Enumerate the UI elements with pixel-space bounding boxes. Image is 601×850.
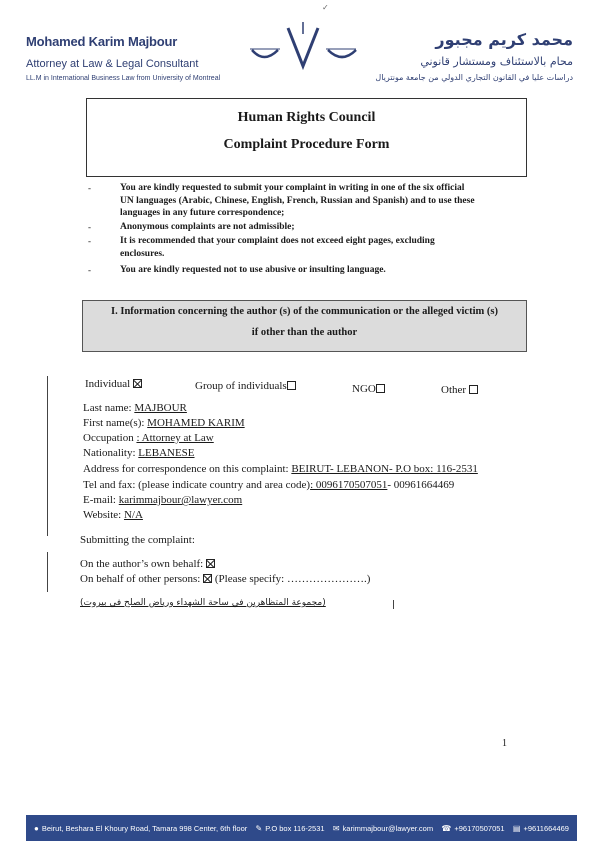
first-name-field	[83, 417, 245, 430]
option-group-label: Group of individuals	[195, 380, 287, 392]
footer-fax	[513, 824, 569, 833]
email-label: E-mail:	[83, 494, 119, 506]
tel-field	[83, 479, 454, 492]
section-header-line1: I. Information concerning the author (s) of the communication or the alleged victim (s)	[111, 306, 498, 317]
footer-bar	[26, 815, 577, 841]
form-title: Human Rights Council	[237, 110, 376, 125]
instruction-line: It is recommended that your complaint does not exceed eight pages, excluding	[120, 236, 435, 246]
ngo-checkbox[interactable]	[376, 384, 385, 393]
option-other[interactable]	[441, 384, 478, 397]
option-other-label: Other	[441, 384, 467, 396]
fax-icon: ▤	[512, 823, 521, 833]
website-value: N/A	[123, 509, 143, 521]
submitting-heading: Submitting the complaint:	[80, 534, 195, 546]
footer-fax-text: +9611664469	[523, 823, 569, 833]
letterhead-role-ar: محام بالاستئناف ومستشار قانوني	[420, 55, 573, 68]
specify-label: (Please specify:	[214, 573, 287, 585]
other-checkbox[interactable]	[469, 385, 478, 394]
website-label: Website:	[83, 509, 124, 521]
letterhead-role-en: Attorney at Law & Legal Consultant	[26, 58, 199, 70]
first-name-label: First name(s):	[83, 417, 148, 429]
footer-address-text: Beirut, Beshara El Khoury Road, Tamara 998 Center, 6th floor	[41, 823, 248, 833]
footer-address	[34, 824, 247, 833]
website-field	[83, 509, 143, 522]
occupation-value: : Attorney at Law	[136, 432, 214, 444]
phone-icon: ☎	[441, 823, 452, 833]
instruction-line: Anonymous complaints are not admissible;	[120, 222, 295, 232]
email-value: karimmajbour@lawyer.com	[118, 494, 243, 506]
location-pin-icon: ●	[34, 823, 39, 833]
other-persons-label: On behalf of other persons:	[80, 573, 201, 585]
tel-value: : 0096170507051	[310, 479, 388, 491]
footer-email-text: karimmajbour@lawyer.com	[342, 823, 434, 833]
group-checkbox[interactable]	[287, 381, 296, 390]
last-name-field	[83, 402, 187, 415]
margin-line	[47, 376, 48, 536]
top-mark: ✓	[322, 3, 329, 12]
instruction-line: You are kindly requested to submit your complaint in writing in one of the six official	[120, 183, 465, 193]
address-label: Address for correspondence on this complaint:	[83, 463, 292, 475]
section-header-line2: if other than the author	[251, 327, 358, 338]
other-persons-checkbox[interactable]	[203, 574, 212, 583]
nationality-value: LEBANESE	[138, 447, 195, 459]
email-field	[83, 494, 242, 507]
arabic-specification: (مجموعة المتظاهرين في ساحة الشهداء ورياض الصلح في بيروت)	[80, 598, 326, 608]
own-behalf-label: On the author’s own behalf:	[80, 558, 204, 570]
footer-pobox-text: P.O box 116-2531	[265, 823, 325, 833]
instruction-line: UN languages (Arabic, Chinese, English, French, Russian and Spanish) and to use these	[120, 196, 475, 206]
own-behalf-checkbox[interactable]	[206, 559, 215, 568]
mail-icon: ✉	[332, 823, 340, 833]
option-individual-label: Individual	[85, 378, 131, 390]
footer-pobox	[256, 824, 325, 833]
letterhead-llm-en: LL.M in International Business Law from University of Montreal	[26, 75, 221, 82]
scales-of-justice-icon	[248, 20, 358, 72]
last-name-label: Last name:	[83, 402, 135, 414]
footer-phone-text: +96170507051	[454, 823, 505, 833]
pen-icon: ✎	[255, 823, 263, 833]
last-name-value: MAJBOUR	[134, 402, 187, 414]
first-name-value: MOHAMED KARIM	[147, 417, 245, 429]
individual-checkbox[interactable]	[133, 379, 142, 388]
instruction-line: enclosures.	[120, 249, 165, 259]
letterhead-name-en: Mohamed Karim Majbour	[26, 34, 178, 49]
bullet-mark: -	[88, 222, 91, 232]
tel-label: Tel and fax: (please indicate country and area code)	[83, 479, 311, 491]
form-subtitle: Complaint Procedure Form	[223, 137, 390, 152]
letterhead-name-ar: محمد كريم مجبور	[435, 30, 573, 49]
instruction-line: You are kindly requested not to use abusive or insulting language.	[120, 265, 386, 275]
footer-phone	[441, 824, 504, 833]
address-value: BEIRUT- LEBANON- P.O box: 116-2531	[291, 463, 478, 475]
instruction-line: languages in any future correspondence;	[120, 208, 285, 218]
bullet-mark: -	[88, 236, 91, 246]
bullet-mark: -	[88, 265, 91, 275]
option-group[interactable]	[195, 380, 296, 393]
option-individual[interactable]	[85, 378, 142, 391]
occupation-label: Occupation	[83, 432, 137, 444]
bullet-mark: -	[88, 183, 91, 193]
nationality-field	[83, 447, 195, 460]
letterhead-llm-ar: دراسات عليا في القانون التجاري الدولي من جامعة مونتريال	[375, 73, 573, 82]
address-field	[83, 463, 478, 476]
own-behalf-option[interactable]	[80, 558, 215, 571]
margin-line	[47, 552, 48, 592]
margin-line	[393, 600, 394, 609]
option-ngo-label: NGO	[352, 383, 376, 395]
tel-value-2: - 00961664469	[387, 479, 455, 491]
page-number: 1	[502, 738, 507, 749]
occupation-field	[83, 432, 214, 445]
specify-dots: ………………….)	[286, 573, 371, 585]
option-ngo[interactable]	[352, 383, 385, 396]
nationality-label: Nationality:	[83, 447, 139, 459]
other-persons-option[interactable]	[80, 573, 370, 586]
footer-email	[333, 824, 433, 833]
